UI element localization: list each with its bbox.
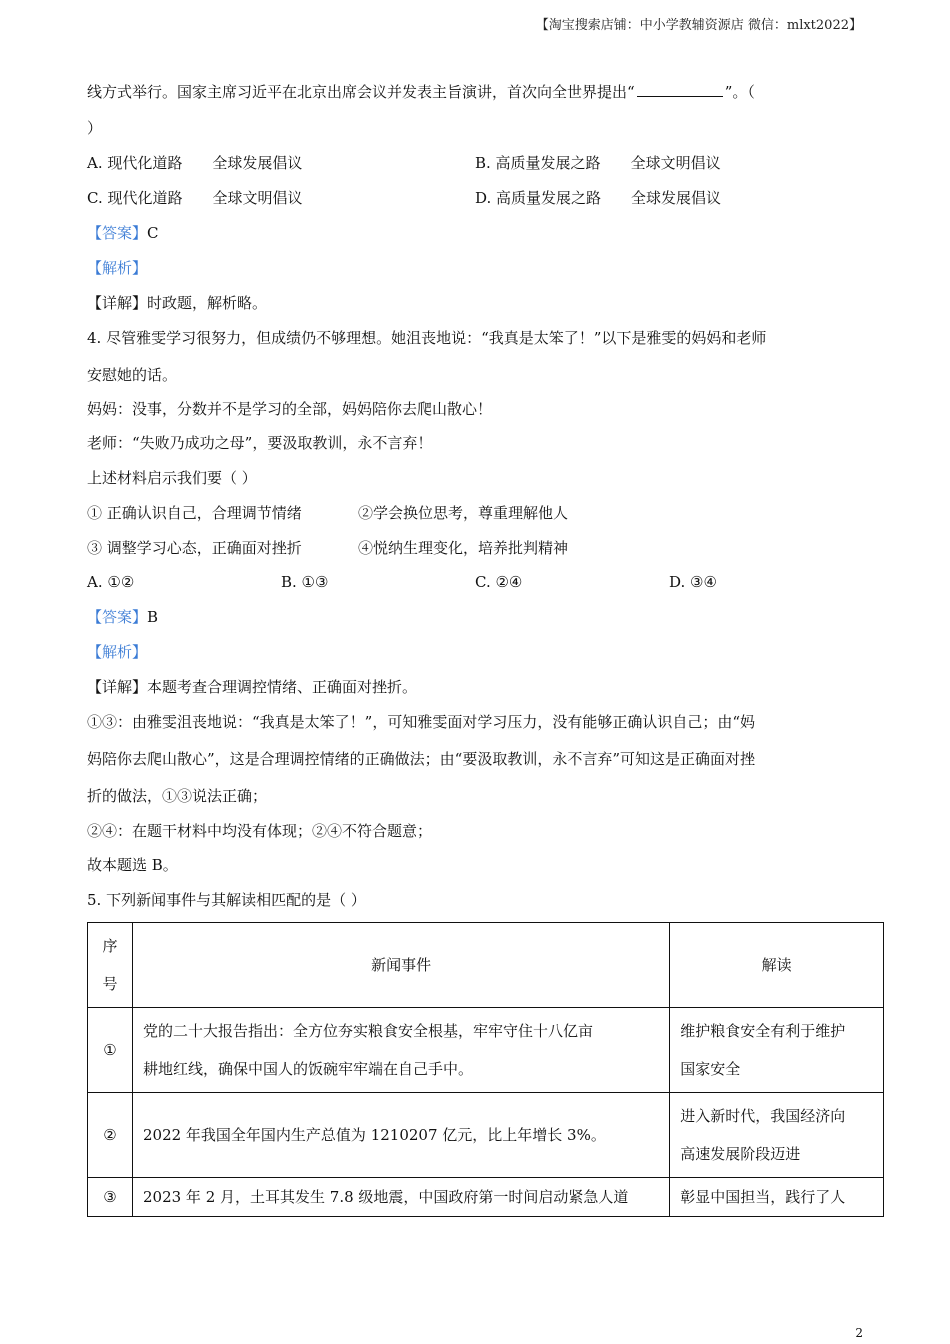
q3-stem-close: ）: [87, 119, 103, 137]
row-interp-line2: 国家安全: [680, 1060, 741, 1078]
q3-answer-value: C: [147, 224, 159, 242]
table-row: [88, 1008, 884, 1093]
page-header: 【淘宝搜索店铺：中小学教辅资源店 微信：mlxt2022】: [535, 18, 862, 33]
row-interp-line1: 进入新时代，我国经济向: [680, 1107, 846, 1125]
row-number: ②: [88, 1093, 133, 1178]
q3-option-c-part1: C. 现代化道路: [87, 189, 183, 207]
q4-answer: [87, 607, 158, 627]
q3-stem-after: ”。（: [724, 83, 755, 101]
row-event-line2: 耕地红线，确保中国人的饭碗牢牢端在自己手中。: [142, 1060, 473, 1078]
q4-conclusion: 故本题选 B。: [87, 856, 178, 874]
q4-explanation-line4: ②④：在题干材料中均没有体现；②④不符合题意；: [87, 822, 433, 840]
q3-stem: [87, 82, 755, 102]
table-row: [88, 1093, 884, 1178]
header-event: 新闻事件: [132, 923, 669, 1008]
q4-prompt: 上述材料启示我们要（ ）: [87, 469, 257, 487]
table-row: [88, 1178, 884, 1217]
q3-stem-text: 线方式举行。国家主席习近平在北京出席会议并发表主旨演讲，首次向全世界提出“: [87, 83, 635, 101]
q3-option-d: [475, 188, 721, 208]
q3-option-a: [87, 153, 302, 173]
q4-explanation-line1: ①③：由雅雯沮丧地说：“我真是太笨了！”，可知雅雯面对学习压力，没有能够正确认识自己；由“妈: [87, 713, 756, 731]
q3-answer: [87, 223, 159, 243]
header-number-char2: 号: [102, 975, 118, 993]
header-number: [88, 923, 133, 1008]
row-interpretation: [670, 1178, 884, 1217]
row-event: [132, 1008, 669, 1093]
q3-option-b-part2: 全球文明倡议: [630, 154, 721, 172]
q4-option-b: B. ①③: [281, 573, 329, 591]
q4-option-a: A. ①②: [87, 573, 135, 591]
row-event-line1: 党的二十大报告指出：全方位夯实粮食安全根基，牢牢守住十八亿亩: [142, 1022, 593, 1040]
row-interpretation: [670, 1093, 884, 1178]
q3-analysis-label: 【解析】: [87, 259, 148, 277]
q4-analysis-label: 【解析】: [87, 643, 148, 661]
q4-teacher-quote: 老师：“失败乃成功之母”，要汲取教训，永不言弃！: [87, 434, 433, 452]
q4-mom-quote: 妈妈：没事，分数并不是学习的全部，妈妈陪你去爬山散心！: [87, 400, 493, 418]
q3-answer-label: 【答案】: [87, 224, 148, 242]
row-interp-line1: 彰显中国担当，践行了人: [680, 1188, 846, 1206]
q3-option-b-part1: B. 高质量发展之路: [475, 154, 601, 172]
q4-stem-line2: 安慰她的话。: [87, 366, 178, 384]
q4-explanation-line2: 妈陪你去爬山散心”，这是合理调控情绪的正确做法；由“要汲取教训，永不言弃”可知这是正确面对挫: [87, 750, 756, 768]
news-table: [87, 922, 884, 1217]
row-interpretation: [670, 1008, 884, 1093]
q4-answer-value: B: [147, 608, 159, 626]
row-event-line1: 2023 年 2 月，土耳其发生 7.8 级地震，中国政府第一时间启动紧急人道: [142, 1188, 629, 1206]
q3-detail: 【详解】时政题，解析略。: [87, 294, 268, 312]
q4-statement-3: ③ 调整学习心态，正确面对挫折: [87, 539, 302, 557]
q4-option-d: D. ③④: [669, 573, 717, 591]
table-header-row: [88, 923, 884, 1008]
q4-statement-1: ① 正确认识自己，合理调节情绪: [87, 504, 302, 522]
row-number: ③: [88, 1178, 133, 1217]
row-event: [132, 1093, 669, 1178]
q3-option-b: [475, 153, 721, 173]
q4-statement-4: ④悦纳生理变化，培养批判精神: [358, 539, 569, 557]
q4-stem-line1: 4. 尽管雅雯学习很努力，但成绩仍不够理想。她沮丧地说：“我真是太笨了！”以下是雅雯的妈妈和老师: [87, 329, 767, 347]
row-interp-line1: 维护粮食安全有利于维护: [680, 1022, 846, 1040]
header-interpretation: 解读: [670, 923, 884, 1008]
q5-stem: 5. 下列新闻事件与其解读相匹配的是（ ）: [87, 891, 366, 909]
q3-option-a-part1: A. 现代化道路: [87, 154, 183, 172]
q4-explanation-line3: 折的做法，①③说法正确；: [87, 787, 268, 805]
q3-blank: [637, 82, 723, 97]
q3-option-c-part2: 全球文明倡议: [212, 189, 303, 207]
q3-option-c: [87, 188, 303, 208]
q4-answer-label: 【答案】: [87, 608, 148, 626]
q4-option-c: C. ②④: [475, 573, 523, 591]
row-number: ①: [88, 1008, 133, 1093]
row-event-line1: 2022 年我国全年国内生产总值为 1210207 亿元，比上年增长 3%。: [142, 1126, 606, 1144]
q3-option-d-part1: D. 高质量发展之路: [475, 189, 602, 207]
q4-statement-2: ②学会换位思考，尊重理解他人: [358, 504, 569, 522]
q3-option-d-part2: 全球发展倡议: [631, 189, 722, 207]
page-number: 2: [855, 1326, 863, 1340]
q3-option-a-part2: 全球发展倡议: [212, 154, 303, 172]
row-event: [132, 1178, 669, 1217]
row-interp-line2: 高速发展阶段迈进: [680, 1145, 801, 1163]
header-number-char1: 序: [102, 937, 118, 955]
q4-detail: 【详解】本题考查合理调控情绪、正确面对挫折。: [87, 678, 418, 696]
